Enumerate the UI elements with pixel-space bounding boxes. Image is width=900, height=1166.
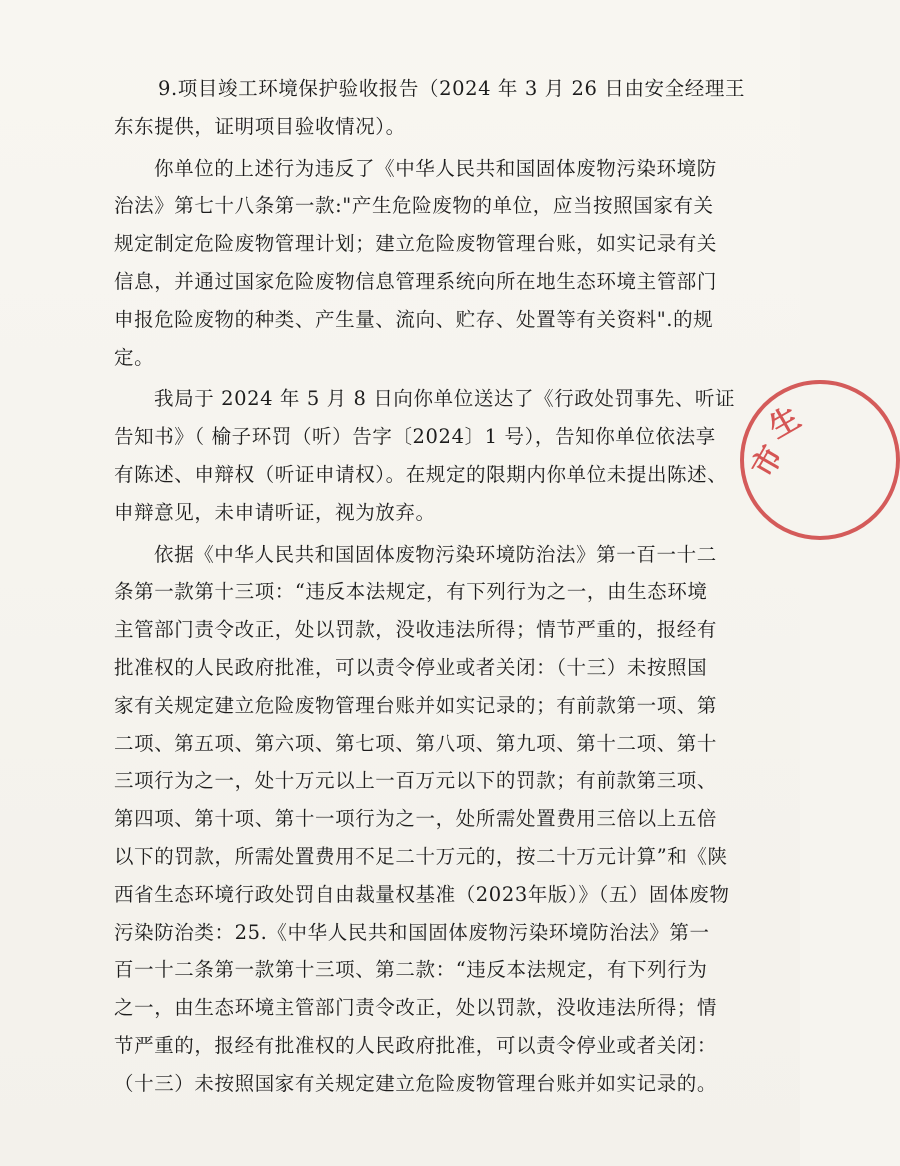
text-line: 依据《中华人民共和国固体废物污染环境防治法》第一百一十二 <box>154 542 717 566</box>
text-line: 我局于 2024 年 5 月 8 日向你单位送达了《行政处罚事先、听证 <box>154 387 736 411</box>
document-body <box>114 70 746 1103</box>
text-line: 三项行为之一，处十万元以上一百万元以下的罚款；有前款第三项、 <box>114 769 718 793</box>
text-line: （十三）未按照国家有关规定建立危险废物管理台账并如实记录的。 <box>114 1071 718 1095</box>
paragraph-legal-basis <box>114 536 730 1103</box>
text-line: 你单位的上述行为违反了《中华人民共和国固体废物污染环境防 <box>154 156 717 180</box>
text-line: 申辩意见，未申请听证，视为放弃。 <box>114 500 436 524</box>
text-line: 批准权的人民政府批准，可以责令停业或者关闭：（十三）未按照国 <box>114 655 708 679</box>
text-line: 东东提供，证明项目验收情况）。 <box>114 114 406 138</box>
paragraph-hearing-notice <box>114 380 736 531</box>
paragraph-violation <box>114 150 718 377</box>
text-line: 申报危险废物的种类、产生量、流向、贮存、处置等有关资料".的规 <box>114 307 714 331</box>
text-line: 有陈述、申辩权（听证申请权）。在规定的限期内你单位未提出陈述、 <box>114 462 728 486</box>
text-line: 百一十二条第一款第十三项、第二款：“违反本法规定，有下列行为 <box>114 958 708 982</box>
seal-char: 市 <box>745 440 791 484</box>
text-line: 之一，由生态环境主管部门责令改正，处以罚款，没收违法所得；情 <box>114 996 718 1020</box>
text-line: 污染防治类：25.《中华人民共和国固体废物污染环境防治法》第一 <box>114 920 710 944</box>
text-line: 主管部门责令改正，处以罚款，没收违法所得；情节严重的，报经有 <box>114 618 718 642</box>
text-line: 第四项、第十项、第十一项行为之一，处所需处置费用三倍以上五倍 <box>114 807 718 831</box>
text-line: 以下的罚款，所需处置费用不足二十万元的，按二十万元计算”和《陕 <box>114 844 728 868</box>
official-seal <box>740 380 900 540</box>
text-line: 家有关规定建立危险废物管理台账并如实记录的；有前款第一项、第 <box>114 693 718 717</box>
text-line: 定。 <box>114 345 155 369</box>
text-line: 信息，并通过国家危险废物信息管理系统向所在地生态环境主管部门 <box>114 269 718 293</box>
text-line: 9.项目竣工环境保护验收报告（2024 年 3 月 26 日由安全经理王 <box>158 77 746 100</box>
text-line: 告知书》（ 榆子环罚（听）告字〔2024〕1 号），告知你单位依法享 <box>114 425 716 449</box>
text-line: 西省生态环境行政处罚自由裁量权基准（2023年版）》（五）固体废物 <box>114 882 730 906</box>
paragraph-evidence-item-9 <box>114 70 746 146</box>
text-line: 治法》第七十八条第一款:"产生危险废物的单位，应当按照国家有关 <box>114 194 714 218</box>
seal-char: 生 <box>763 400 807 446</box>
text-line: 二项、第五项、第六项、第七项、第八项、第九项、第十二项、第十 <box>114 731 718 755</box>
text-line: 条第一款第十三项：“违反本法规定，有下列行为之一，由生态环境 <box>114 580 708 604</box>
text-line: 节严重的，报经有批准权的人民政府批准，可以责令停业或者关闭： <box>114 1033 718 1057</box>
text-line: 规定制定危险废物管理计划；建立危险废物管理台账，如实记录有关 <box>114 232 718 256</box>
